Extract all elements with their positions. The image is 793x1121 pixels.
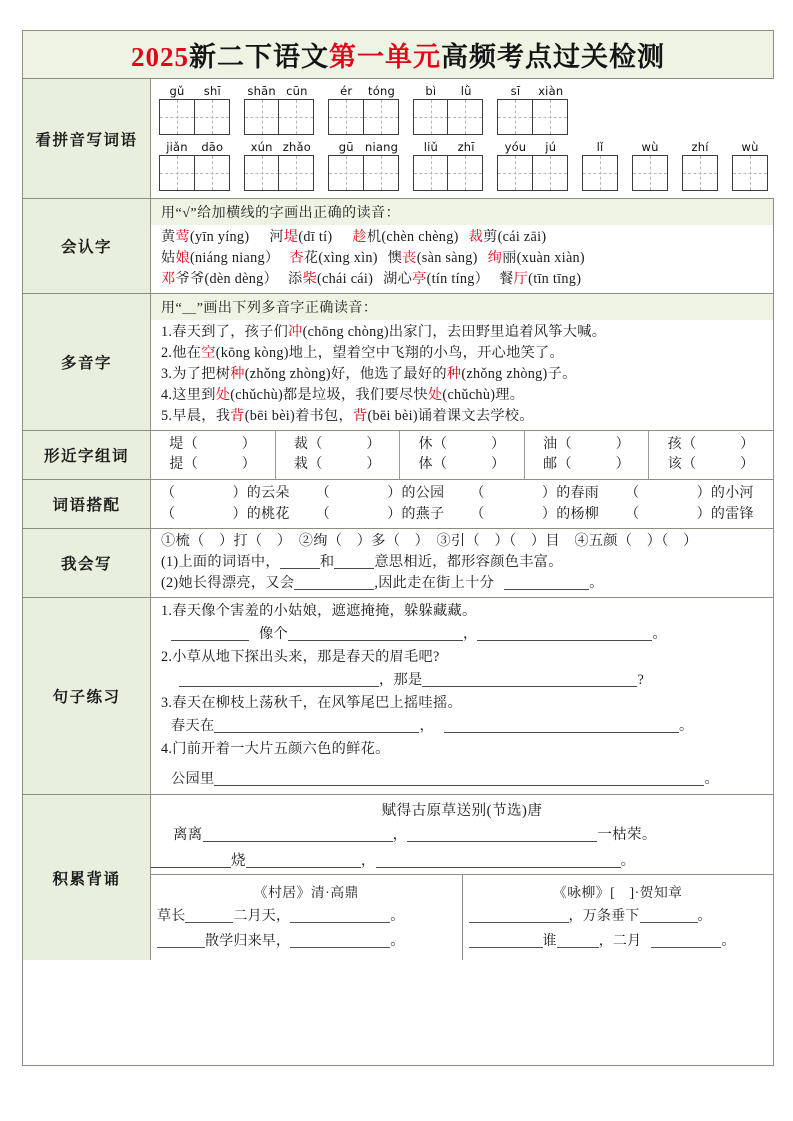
juzi-q2-blank-1[interactable] [179, 671, 379, 687]
poem-yongliu-blank-1[interactable] [469, 908, 569, 923]
juzi-q4-answer [161, 761, 767, 791]
xingjinzi-top[interactable]: 休（ ） [418, 437, 506, 452]
section-content-xingjinzi [151, 431, 773, 479]
poem-main-title: 赋得古原草送别(节选)唐 [381, 803, 543, 819]
pinyin-cell [497, 141, 533, 191]
tianzige-box[interactable] [278, 155, 314, 191]
text-run: (chái cái) [317, 271, 374, 287]
tianzige-box[interactable] [278, 99, 314, 135]
poem-yongliu-l2-a: 谁 [542, 934, 557, 949]
section-content-jileibeisong [151, 795, 773, 960]
juzi-q2-blank-2[interactable] [422, 671, 637, 687]
section-content-duoyinzi [151, 294, 773, 430]
pinyin-syllable: dāo [201, 140, 224, 154]
poem-yongliu-l2-suffix: 。 [721, 934, 736, 949]
text-run: 爷爷(dèn dèng） [175, 271, 278, 287]
text-run: (yīn yíng) [190, 229, 250, 245]
poem-cunju-l1-suffix: 。 [390, 909, 405, 924]
text-run: 懊 [387, 250, 403, 266]
pinyin-word-group [244, 85, 315, 135]
section-wohuixie [23, 529, 773, 598]
highlighted-char: 处 [215, 387, 231, 403]
pinyin-word-group [328, 85, 399, 135]
text-run: 5.早晨，我 [161, 408, 231, 424]
juzi-q1-answer [161, 623, 767, 646]
section-label-xingjinzi: 形近字组词 [23, 431, 151, 479]
juzi-q4-text-a: 公园里 [171, 771, 215, 787]
pinyin-cell [244, 85, 280, 135]
xingjinzi-bottom[interactable]: 栽（ ） [293, 457, 381, 472]
pinyin-word-group [682, 141, 718, 191]
pinyin-syllable: liǔ [423, 140, 438, 154]
highlighted-char: 邓 [161, 271, 176, 287]
xingjinzi-top[interactable]: 油（ ） [543, 437, 631, 452]
text-line [161, 269, 767, 290]
pinyin-word-group [159, 85, 230, 135]
wohuixie-blank-3[interactable] [294, 574, 374, 590]
pinyin-grid-host [151, 79, 782, 198]
text-line [161, 227, 767, 248]
ciyudapei-item[interactable]: （ ）的云朵 [161, 486, 290, 501]
wohuixie-blank-1[interactable] [280, 553, 320, 569]
ciyudapei-row [161, 504, 769, 525]
pinyin-cell [632, 141, 668, 191]
tianzige-box[interactable] [497, 99, 533, 135]
pinyin-syllable: gū [338, 140, 354, 154]
huirenzi-lines [151, 225, 773, 293]
pinyin-syllable: zhǎo [282, 140, 312, 154]
poem-main-line-2 [151, 848, 773, 874]
pinyin-cell [328, 85, 364, 135]
pinyin-syllable: niang [364, 140, 399, 154]
wohuixie-l3-suffix: 。 [589, 575, 604, 591]
title-seg-1: 2025 [131, 42, 189, 72]
pinyin-row [159, 141, 782, 191]
text-run: 3.为了把树 [161, 366, 231, 382]
juzi-q1-text-a: 像个 [259, 626, 288, 642]
pinyin-syllable: zhí [691, 140, 709, 154]
poem-cunju-line-2 [157, 929, 456, 954]
pinyin-syllable: bì [425, 84, 437, 98]
tianzige-box[interactable] [682, 155, 718, 191]
highlighted-char: 绚 [487, 250, 503, 266]
juzi-q4: 4.门前开着一大片五颜六色的鲜花。 [161, 741, 390, 757]
text-run: 剪(cái zāi) [483, 229, 547, 245]
text-run: (chōng chòng)出家门，去田野里追着风筝大喊。 [302, 324, 607, 340]
highlighted-char: 莺 [175, 229, 190, 245]
pinyin-cell [682, 141, 718, 191]
wohuixie-blank-2[interactable] [334, 553, 374, 569]
poem-main-l2-comma: ， [360, 853, 376, 869]
tianzige-box[interactable] [363, 99, 399, 135]
ciyudapei-row [161, 483, 769, 504]
poem-yongliu-l1-mid: ，万条垂下 [568, 909, 640, 924]
tianzige-box[interactable] [244, 99, 280, 135]
xingjinzi-top[interactable]: 孩（ ） [667, 437, 755, 452]
pinyin-cell [159, 141, 195, 191]
pinyin-syllable: ér [340, 84, 353, 98]
pinyin-syllable: shān [247, 84, 276, 98]
poem-main-blank-2[interactable] [407, 826, 597, 842]
ciyudapei-item[interactable]: （ ）的春雨 [470, 486, 600, 501]
tianzige-box[interactable] [328, 99, 364, 135]
section-label-kanpinyin: 看拼音写词语 [23, 79, 151, 198]
pinyin-syllable: tóng [368, 84, 395, 98]
wohuixie-l3-mid: ,因此走在街上十分 [374, 575, 495, 591]
poem-yongliu-blank-4[interactable] [557, 933, 599, 948]
poem-cunju-line-1 [157, 904, 456, 929]
wohuixie-l2-prefix: (1)上面的词语中， [161, 554, 280, 570]
text-run: 4.这里到 [161, 387, 216, 403]
section-label-jileibeisong: 积累背诵 [23, 795, 151, 960]
text-run: 2.他在 [161, 345, 202, 361]
poem-yongliu-title: 《咏柳》[ ]·贺知章 [552, 885, 683, 900]
section-duoyinzi [23, 294, 773, 431]
juzi-q3: 3.春天在柳枝上荡秋千，在风筝尾巴上摇哇摇。 [161, 695, 462, 711]
xingjinzi-bottom[interactable]: 该（ ） [667, 457, 755, 472]
poem-yongliu-l2-b: ，二月 [598, 934, 642, 949]
ciyudapei-item[interactable]: （ ）的公园 [315, 486, 445, 501]
poem-yongliu-line-2 [469, 929, 768, 954]
highlighted-char: 厅 [513, 271, 529, 287]
text-run: 河 [269, 229, 284, 245]
pinyin-cell [280, 85, 315, 135]
tianzige-box[interactable] [447, 99, 483, 135]
text-line [161, 406, 767, 427]
text-run: 湖心 [383, 271, 413, 287]
text-run: (niáng niang） [190, 250, 280, 266]
tianzige-box[interactable] [194, 99, 230, 135]
poem-yongliu [463, 875, 774, 960]
wohuixie-l2-suffix: 意思相近，都形容颜色丰富。 [374, 554, 563, 570]
text-line [161, 322, 767, 343]
tianzige-box[interactable] [413, 99, 449, 135]
section-content-juzilianxi [151, 598, 773, 794]
juzilianxi-body [151, 598, 773, 794]
poem-yongliu-line-1 [469, 904, 768, 929]
juzi-q3-period: 。 [678, 718, 694, 734]
pinyin-syllable: sī [510, 84, 521, 98]
juzi-q4-period: 。 [704, 771, 719, 787]
pinyin-syllable: gǔ [169, 84, 185, 98]
text-line [161, 343, 767, 364]
pinyin-syllable: wù [641, 140, 659, 154]
section-juzilianxi [23, 598, 773, 795]
juzi-q2: 2.小草从地下探出头来，那是春天的眉毛吧? [161, 649, 440, 665]
text-run: (chǔchù)都是垃圾，我们要尽快 [230, 387, 428, 403]
xingjinzi-top[interactable]: 堤（ ） [169, 437, 257, 452]
poem-main-l2-text: 烧 [231, 853, 246, 869]
pinyin-cell [449, 85, 484, 135]
ciyudapei-lines [151, 480, 773, 528]
pinyin-syllable: xún [250, 140, 273, 154]
text-run: (chǔchù)理。 [442, 387, 525, 403]
juzi-q2-text-a: ，那是 [379, 672, 423, 688]
highlighted-char: 趁 [352, 229, 367, 245]
pinyin-word-group [244, 141, 315, 191]
poem-cunju-title: 《村居》清·高鼎 [253, 885, 359, 900]
section-jileibeisong [23, 795, 773, 960]
text-run: 餐 [499, 271, 514, 287]
pinyin-cell [195, 141, 230, 191]
poem-yongliu-l1-suffix: 。 [697, 909, 712, 924]
ciyudapei-item[interactable]: （ ）的杨柳 [470, 507, 600, 522]
wohuixie-line-1: ①梳（ ）打（ ） ②绚（ ）多（ ） ③引（ ）（ ）目 ④五颜（ ）（ ） [161, 533, 698, 549]
pinyin-cell [364, 141, 399, 191]
juzi-q2-qmark: ? [637, 672, 645, 688]
tianzige-box[interactable] [582, 155, 618, 191]
poem-cunju [151, 875, 463, 960]
text-line [161, 385, 767, 406]
text-run: (zhǒng zhòng)好，他选了最好的 [244, 366, 447, 382]
juzi-q3-text-a: 春天在 [171, 718, 215, 734]
poem-cunju-blank-1[interactable] [185, 908, 233, 923]
juzi-q1-period: 。 [652, 626, 667, 642]
section-kanpinyin [23, 79, 773, 199]
pinyin-syllable: zhī [457, 140, 475, 154]
poem-main-l2-suffix: 。 [620, 853, 636, 869]
highlighted-char: 背 [230, 408, 245, 424]
wohuixie-line-3 [161, 573, 767, 594]
wohuixie-line-2 [161, 552, 767, 573]
juzi-q1-blank-3[interactable] [477, 625, 652, 641]
section-label-juzilianxi: 句子练习 [23, 598, 151, 794]
poem-main-l1-suffix: 一枯荣。 [597, 827, 657, 843]
highlighted-char: 种 [446, 366, 462, 382]
tianzige-box[interactable] [532, 99, 568, 135]
pinyin-syllable: jiǎn [166, 140, 188, 154]
poem-cunju-l2-mid: 散学归来早， [205, 934, 291, 949]
text-run: (kōng kòng)地上，望着空中飞翔的小鸟，开心地笑了。 [215, 345, 565, 361]
worksheet-table [22, 30, 774, 1066]
pinyin-cell [732, 141, 768, 191]
juzi-q1-blank-2[interactable] [288, 625, 463, 641]
section-content-wohuixie [151, 529, 773, 597]
poem-yongliu-blank-5[interactable] [651, 933, 721, 948]
highlighted-char: 堤 [283, 229, 299, 245]
xingjinzi-bottom[interactable]: 提（ ） [169, 457, 257, 472]
juzi-q3-blank-2[interactable] [444, 717, 679, 733]
highlighted-char: 亭 [412, 271, 427, 287]
tianzige-box[interactable] [244, 155, 280, 191]
poem-yongliu-blank-2[interactable] [640, 908, 698, 923]
text-run: 丽(xuàn xiàn) [502, 250, 585, 266]
highlighted-char: 娘 [175, 250, 190, 266]
text-run: 添 [288, 271, 303, 287]
juzi-q3-comma: ， [419, 718, 434, 734]
tianzige-box[interactable] [497, 155, 533, 191]
pinyin-word-group [413, 141, 484, 191]
section-label-huirenzi: 会认字 [23, 199, 151, 293]
text-run: (tín tíng） [426, 271, 490, 287]
pinyin-cell [280, 141, 315, 191]
pinyin-word-group [413, 85, 484, 135]
tianzige-box[interactable] [413, 155, 449, 191]
ciyudapei-item[interactable]: （ ）的桃花 [161, 507, 290, 522]
poem-yongliu-blank-3[interactable] [469, 933, 543, 948]
section-label-ciyudapei: 词语搭配 [23, 480, 151, 528]
poem-main-l1-prefix: 离离 [173, 827, 203, 843]
tianzige-box[interactable] [363, 155, 399, 191]
text-run: 黄 [161, 229, 176, 245]
text-run: (bēi bèi)着书包， [244, 408, 354, 424]
poem-main-blank-4[interactable] [246, 852, 361, 868]
pinyin-syllable: lǜ [460, 84, 472, 98]
text-run: (bēi bèi)诵着课文去学校。 [367, 408, 534, 424]
instruction-duoyinzi: 用“＿”画出下列多音字正确读音： [151, 294, 773, 320]
section-ciyudapei [23, 480, 773, 529]
pinyin-syllable: yóu [504, 140, 527, 154]
xingjinzi-column [400, 431, 525, 479]
tianzige-box[interactable] [159, 99, 195, 135]
highlighted-char: 柴 [302, 271, 317, 287]
text-run: 机(chèn chèng) [366, 229, 459, 245]
highlighted-char: 处 [427, 387, 443, 403]
pinyin-cell [195, 85, 230, 135]
poem-main-blank-1[interactable] [203, 826, 393, 842]
text-run: (tīn tīng) [528, 271, 582, 287]
section-xingjinzi [23, 431, 773, 480]
highlighted-char: 丧 [402, 250, 417, 266]
title-seg-2: 新二下语文 [189, 42, 329, 72]
wohuixie-body [151, 529, 773, 597]
pinyin-cell [328, 141, 364, 191]
pinyin-word-group [159, 141, 230, 191]
section-label-duoyinzi: 多音字 [23, 294, 151, 430]
text-run: 姑 [161, 250, 176, 266]
wohuixie-blank-4[interactable] [504, 574, 589, 590]
pinyin-syllable: xiàn [538, 84, 564, 98]
pinyin-word-group [497, 85, 568, 135]
pinyin-syllable: jú [545, 140, 557, 154]
section-content-huirenzi [151, 199, 773, 293]
ciyudapei-item[interactable]: （ ）的雷锋 [625, 507, 754, 522]
poem-cunju-blank-3[interactable] [157, 933, 205, 948]
pinyin-cell [449, 141, 484, 191]
section-content-kanpinyin [151, 79, 782, 198]
highlighted-char: 冲 [288, 324, 303, 340]
pinyin-syllable: lǐ [596, 140, 604, 154]
poem-cunju-l1-mid: 二月天， [233, 909, 291, 924]
pinyin-word-group [328, 141, 399, 191]
poem-pair [151, 874, 773, 960]
poem-cunju-l1-prefix: 草长 [157, 909, 186, 924]
poem-cunju-blank-4[interactable] [290, 933, 390, 948]
pinyin-word-group [732, 141, 768, 191]
pinyin-cell [582, 141, 618, 191]
poem-main-line-1 [151, 822, 773, 848]
pinyin-cell [533, 141, 568, 191]
juzi-q3-answer [161, 715, 767, 738]
wohuixie-l3-prefix: (2)她长得漂亮，又会 [161, 575, 295, 591]
section-label-wohuixie: 我会写 [23, 529, 151, 597]
poem-cunju-l2-suffix: 。 [390, 934, 405, 949]
juzi-q1: 1.春天像个害羞的小姑娘，遮遮掩掩，躲躲藏藏。 [161, 603, 477, 619]
tianzige-box[interactable] [532, 155, 568, 191]
xingjinzi-column [276, 431, 401, 479]
xingjinzi-bottom[interactable]: 邮（ ） [543, 457, 631, 472]
text-line [161, 364, 767, 385]
title-row [23, 31, 773, 79]
ciyudapei-item[interactable]: （ ）的小河 [625, 486, 754, 501]
tianzige-box[interactable] [732, 155, 768, 191]
section-huirenzi [23, 199, 773, 294]
juzi-q1-comma: ， [462, 626, 478, 642]
highlighted-char: 裁 [468, 229, 484, 245]
xingjinzi-top[interactable]: 裁（ ） [293, 437, 381, 452]
text-line [161, 248, 767, 269]
text-run: (dī tí) [298, 229, 333, 245]
pinyin-syllable: shī [203, 84, 221, 98]
highlighted-char: 种 [230, 366, 245, 382]
juzi-q1-blank-1[interactable] [171, 625, 249, 641]
pinyin-cell [497, 85, 533, 135]
text-run: 花(xìng xìn) [303, 250, 378, 266]
pinyin-word-group [582, 141, 618, 191]
highlighted-char: 空 [201, 345, 216, 361]
title-seg-3: 第一单元 [329, 42, 441, 72]
poem-cunju-blank-2[interactable] [290, 908, 390, 923]
pinyin-cell [364, 85, 399, 135]
pinyin-cell [413, 141, 449, 191]
juzi-q4-blank-1[interactable] [214, 770, 704, 786]
pinyin-cell [533, 85, 568, 135]
pinyin-cell [159, 85, 195, 135]
text-run: (zhǒng zhòng)子。 [461, 366, 577, 382]
highlighted-char: 背 [353, 408, 368, 424]
tianzige-box[interactable] [194, 155, 230, 191]
pinyin-cell [413, 85, 449, 135]
text-run: 1.春天到了，孩子们 [161, 324, 289, 340]
wohuixie-l2-mid: 和 [319, 554, 335, 570]
xingjinzi-column [151, 431, 276, 479]
title-seg-4: 高频考点过关检测 [441, 42, 665, 72]
pinyin-word-group [632, 141, 668, 191]
poem-main-l1-comma: ， [392, 827, 408, 843]
xingjinzi-column [525, 431, 650, 479]
tianzige-box[interactable] [328, 155, 364, 191]
pinyin-syllable: cūn [286, 84, 308, 98]
xingjinzi-column [649, 431, 773, 479]
highlighted-char: 杏 [289, 250, 304, 266]
pinyin-syllable: wù [741, 140, 759, 154]
tianzige-box[interactable] [632, 155, 668, 191]
page-title [131, 35, 665, 74]
pinyin-word-group [497, 141, 568, 191]
tianzige-box[interactable] [447, 155, 483, 191]
tianzige-box[interactable] [159, 155, 195, 191]
ciyudapei-item[interactable]: （ ）的燕子 [315, 507, 445, 522]
section-content-ciyudapei [151, 480, 773, 528]
xingjinzi-columns [151, 431, 773, 479]
xingjinzi-bottom[interactable]: 体（ ） [418, 457, 506, 472]
pinyin-row [159, 85, 782, 135]
duoyinzi-lines [151, 320, 773, 430]
poem-main-blank-3[interactable] [151, 852, 231, 868]
poem-main-blank-5[interactable] [376, 852, 621, 868]
juzi-q2-answer [161, 669, 767, 692]
instruction-huirenzi: 用“√”给加横线的字画出正确的读音： [151, 199, 773, 225]
juzi-q3-blank-1[interactable] [214, 717, 419, 733]
pinyin-cell [244, 141, 280, 191]
text-run: (sàn sàng) [416, 250, 478, 266]
